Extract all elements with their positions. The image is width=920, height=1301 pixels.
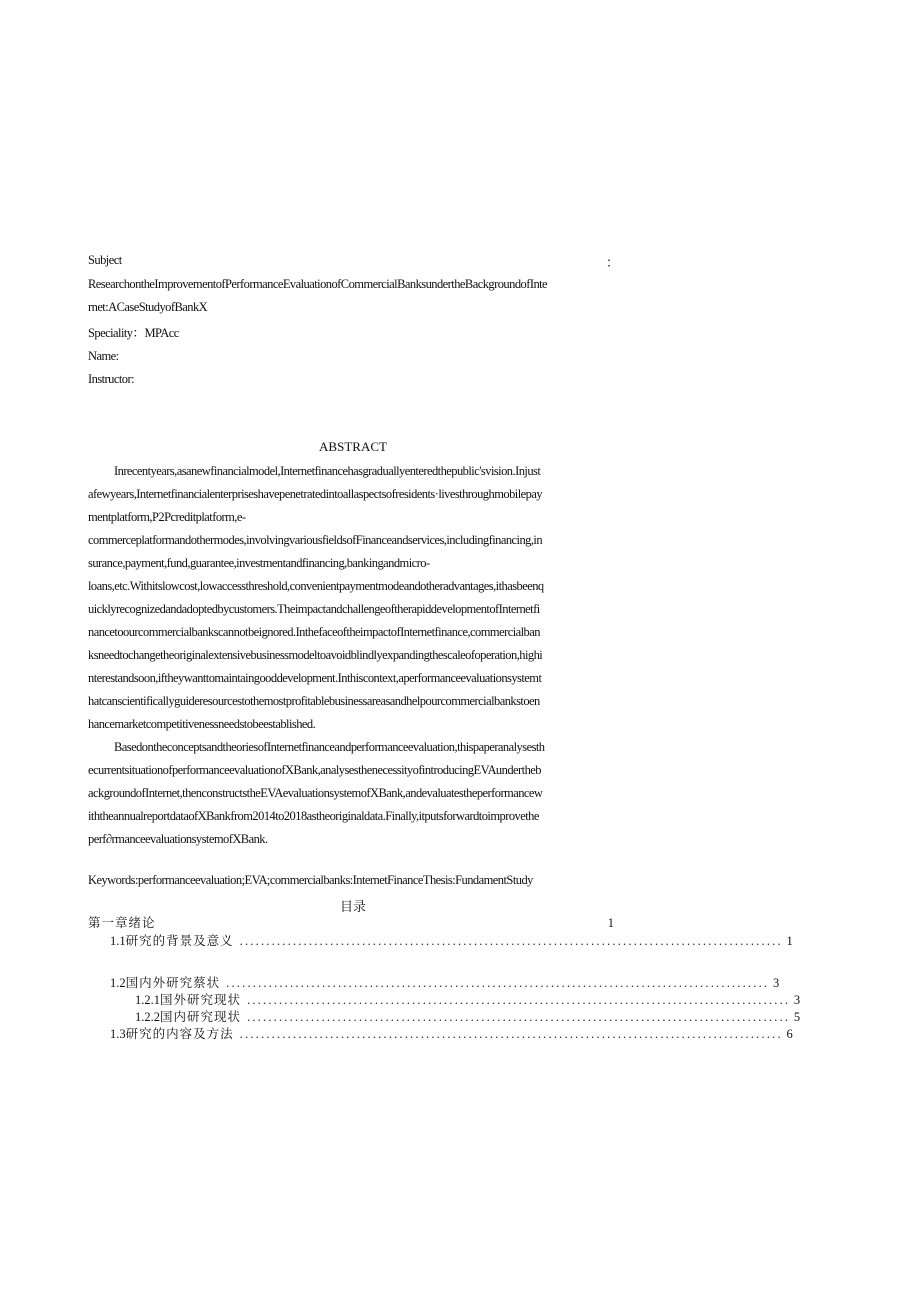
- abstract-line: perf∂rmanceevaluationsystemofXBank.: [88, 832, 268, 846]
- abstract-line: iththeannualreportdataofXBankfrom2014to2018astheoriginaldata.Finally,itputsforwardtoimprovethe: [88, 809, 539, 823]
- abstract-line: BasedontheconceptsandtheoriesofInternetfinanceandperformanceevaluation,thispaperanalysesth: [114, 740, 545, 754]
- toc-entry-title: 国内研究现状: [160, 1010, 242, 1024]
- speciality: Speciality：MPAcc: [88, 326, 179, 340]
- toc-entry-1-2-1[interactable]: [135, 992, 801, 1008]
- toc-entry-1-2[interactable]: [110, 975, 780, 991]
- toc-entry-title: 研究的背景及意义: [125, 934, 234, 948]
- toc-leader-dots: ......................................................................................................: [226, 976, 770, 990]
- abstract-line: nterestandsoon,iftheywanttomaintaingooddevelopment.Inthiscontext,aperformanceevaluationsystemt: [88, 671, 542, 685]
- toc-entry-title: 国外研究现状: [160, 993, 242, 1007]
- abstract-line: ecurrentsituationofperformanceevaluationofXBank,analysesthenecessityofintroducingEVAundertheb: [88, 763, 541, 777]
- toc-section-number: 1.2.1: [135, 993, 160, 1007]
- toc-entry-1-2-2[interactable]: [135, 1009, 801, 1025]
- abstract-line: ackgroundofInternet,thenconstructstheEVAevaluationsystemofXBank,andevaluatestheperformancew: [88, 786, 543, 800]
- abstract-line: uicklyrecognizedandadoptedbycustomers.TheimpactandchallengeoftherapiddevelopmentofInternetfi: [88, 602, 540, 616]
- keywords: Keywords:performanceevaluation;EVA;commercialbanks:InternetFinanceThesis:FundamentStudy: [88, 873, 533, 887]
- toc-leader-dots: ......................................................................................................: [247, 993, 791, 1007]
- toc-entry-title: 第一章绪论: [88, 916, 156, 930]
- abstract-line: hancemarketcompetitivenessneedstobeestablished.: [88, 717, 316, 731]
- toc-page-number: 1: [786, 934, 793, 948]
- toc-heading: 目录: [339, 899, 366, 914]
- toc-chapter-1[interactable]: [88, 915, 614, 931]
- thesis-title-line-1: ResearchontheImprovementofPerformanceEvaluationofCommercialBanksundertheBackgroundofInte: [88, 277, 548, 291]
- subject-label: Subject: [88, 253, 122, 267]
- toc-entry-1-3[interactable]: [110, 1026, 793, 1042]
- toc-leader-dots: ......................................................................................................: [239, 934, 783, 948]
- thesis-title-line-2: rnet:ACaseStudyofBankX: [88, 300, 208, 314]
- abstract-line: hatcanscientificallyguideresourcestothemostprofitablebusinessareasandhelpourcommercialbankstoen: [88, 694, 540, 708]
- instructor-field: Instructor:: [88, 372, 135, 386]
- abstract-line: surance,payment,fund,guarantee,investmentandfinancing,bankingandmicro-: [88, 556, 430, 570]
- toc-page-number: 6: [786, 1027, 793, 1041]
- toc-section-number: 1.1: [110, 934, 126, 948]
- name-field: Name:: [88, 349, 119, 363]
- abstract-line: loans,etc.Withitslowcost,lowaccessthreshold,convenientpaymentmodeandotheradvantages,ithasbeenq: [88, 579, 544, 593]
- abstract-heading: ABSTRACT: [319, 439, 387, 454]
- toc-entry-title: 国内外研究蔡状: [125, 976, 221, 990]
- toc-leader-dots: ......................................................................................................: [239, 1027, 783, 1041]
- toc-page-number: 3: [793, 993, 801, 1007]
- toc-section-number: 1.3: [110, 1027, 126, 1041]
- toc-section-number: 1.2.2: [135, 1010, 160, 1024]
- toc-page-number: 1: [607, 916, 614, 930]
- abstract-line: afewyears,Internetfinancialenterpriseshavepenetratedintoallaspectsofresidents·livesthroughmobilepay: [88, 487, 543, 501]
- abstract-line: Inrecentyears,asanewfinancialmodel,Internetfinancehasgraduallyenteredthepublic'svision.Injust: [114, 464, 541, 478]
- toc-leader-dots: ......................................................................................................: [247, 1010, 791, 1024]
- subject-colon: ：: [606, 255, 620, 270]
- abstract-line: mentplatform,P2Pcreditplatform,e-: [88, 510, 246, 524]
- abstract-line: nancetoourcommercialbankscannotbeignored.InthefaceoftheimpactofInternetfinance,commercialban: [88, 625, 540, 639]
- toc-page-number: 3: [773, 976, 780, 990]
- abstract-line: commerceplatformandothermodes,involvingvariousfieldsofFinanceandservices,includingfinancing,in: [88, 533, 543, 547]
- toc-entry-title: 研究的内容及方法: [125, 1027, 234, 1041]
- toc-section-number: 1.2: [110, 976, 126, 990]
- toc-page-number: 5: [793, 1010, 801, 1024]
- toc-entry-1-1[interactable]: [110, 933, 793, 949]
- abstract-line: ksneedtochangetheoriginalextensivebusinessmodeltoavoidblindlyexpandingthescaleofoperation,highi: [88, 648, 543, 662]
